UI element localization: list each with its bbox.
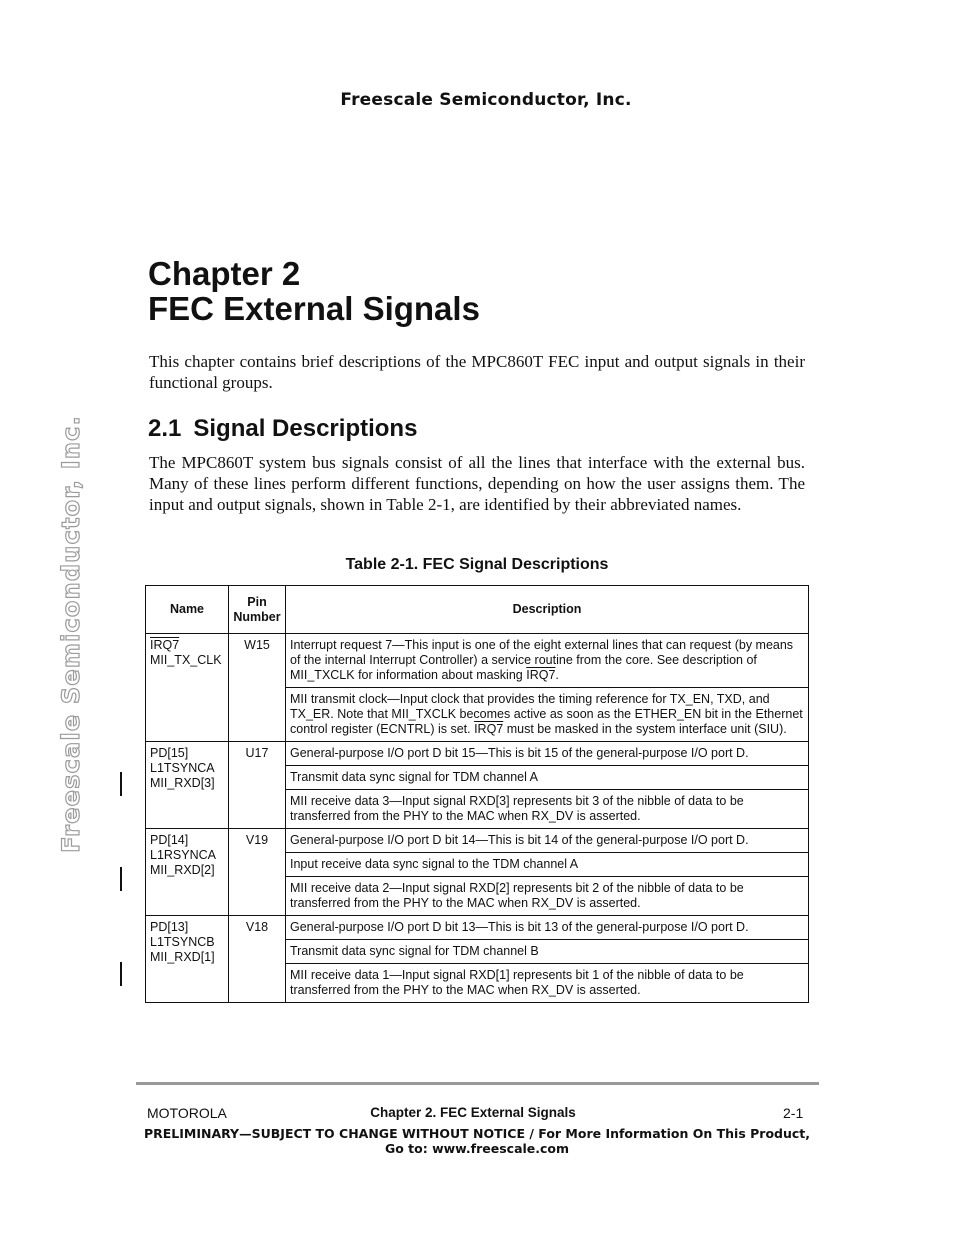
table-header-row: [146, 586, 809, 634]
signal-name: MII_RXD[1]: [150, 950, 215, 964]
pin-number-cell: V18: [229, 916, 286, 1003]
description-text: Interrupt request 7—This input is one of the eight external lines that can request (by means of the internal Interrupt Controller) a service routine from the core. See description of MII_TXCLK for information about masking: [290, 638, 794, 682]
description-cell: Input receive data sync signal to the TDM channel A: [286, 853, 809, 877]
signal-name-cell: [146, 634, 229, 742]
header-pin-line2: Number: [233, 609, 281, 624]
header-pin-line1: Pin: [247, 594, 267, 609]
pin-number-cell: V19: [229, 829, 286, 916]
description-cell: [286, 634, 809, 688]
change-bar: [120, 867, 122, 891]
header-name: Name: [146, 586, 229, 634]
signal-name-cell: [146, 742, 229, 829]
section-number: 2.1: [148, 415, 182, 442]
description-text: MII transmit clock—Input clock that provides the timing reference for TX_EN, TXD, and TX_ER. Note that MII_TXCLK becomes active as soon as the ETHER_EN bit in the Ethernet control register (ECNTRL) is set.: [290, 692, 803, 736]
footer-notice-line2: Go to: www.freescale.com: [384, 1141, 570, 1156]
signal-name-cell: [146, 829, 229, 916]
pin-number-cell: U17: [229, 742, 286, 829]
footer-publisher: MOTOROLA: [147, 1105, 227, 1121]
change-bar: [120, 772, 122, 796]
description-cell: Transmit data sync signal for TDM channel B: [286, 940, 809, 964]
side-watermark-text: Freescale Semiconductor, Inc.: [57, 415, 85, 853]
description-cell: Transmit data sync signal for TDM channel A: [286, 766, 809, 790]
footer-notice-line1: PRELIMINARY—SUBJECT TO CHANGE WITHOUT NOTICE / For More Information On This Product,: [143, 1126, 811, 1141]
signal-table: [145, 585, 809, 1003]
footer-notice: [0, 1126, 954, 1156]
signal-name: MII_RXD[2]: [150, 863, 215, 877]
footer-chapter-title: Chapter 2. FEC External Signals: [370, 1105, 576, 1120]
running-header-company: Freescale Semiconductor, Inc.: [340, 90, 632, 110]
description-cell: MII receive data 3—Input signal RXD[3] represents bit 3 of the nibble of data to be transferred from the PHY to the MAC when RX_DV is asserted.: [286, 790, 809, 829]
chapter-label: Chapter 2: [148, 255, 301, 292]
section-heading: [148, 415, 417, 443]
signal-name: IRQ7: [150, 638, 180, 652]
pin-number-cell: W15: [229, 634, 286, 742]
table-body: [146, 634, 809, 1003]
table-row: [146, 829, 809, 853]
signal-name: MII_TX_CLK: [150, 653, 222, 667]
signal-name-cell: [146, 916, 229, 1003]
description-text: .: [555, 668, 559, 682]
intro-paragraph: This chapter contains brief descriptions of the MPC860T FEC input and output signals in their functional groups.: [149, 352, 805, 392]
signal-name: PD[13]: [150, 920, 189, 934]
description-cell: General-purpose I/O port D bit 13—This is bit 13 of the general-purpose I/O port D.: [286, 916, 809, 940]
signal-name: PD[14]: [150, 833, 189, 847]
signal-name: L1TSYNCB: [150, 935, 215, 949]
signal-ref-irq7: IRQ7: [526, 668, 556, 682]
footer-rule: [136, 1082, 819, 1085]
signal-name: L1TSYNCA: [150, 761, 215, 775]
description-cell: MII receive data 2—Input signal RXD[2] represents bit 2 of the nibble of data to be transferred from the PHY to the MAC when RX_DV is asserted.: [286, 877, 809, 916]
description-cell: General-purpose I/O port D bit 14—This is bit 14 of the general-purpose I/O port D.: [286, 829, 809, 853]
table-row: [146, 916, 809, 940]
footer-page-number: 2-1: [783, 1105, 804, 1121]
chapter-name: FEC External Signals: [148, 290, 480, 327]
header-description: Description: [286, 586, 809, 634]
signal-ref-irq7: IRQ7: [474, 722, 504, 736]
description-cell: MII receive data 1—Input signal RXD[1] represents bit 1 of the nibble of data to be transferred from the PHY to the MAC when RX_DV is asserted.: [286, 964, 809, 1003]
signal-name: MII_RXD[3]: [150, 776, 215, 790]
side-watermark: [56, 415, 86, 853]
section-title: Signal Descriptions: [193, 415, 418, 442]
table-row: [146, 634, 809, 688]
section-body-paragraph: The MPC860T system bus signals consist of all the lines that interface with the external bus. Many of these lines perform different functions, depending on how the user assigns them. The input and output signals, shown in Table 2-1, are identified by their abbreviated names.: [149, 453, 805, 514]
change-bar: [120, 962, 122, 986]
chapter-title: [148, 256, 480, 326]
signal-name: PD[15]: [150, 746, 189, 760]
signal-name: L1RSYNCA: [150, 848, 216, 862]
table-caption: Table 2-1. FEC Signal Descriptions: [345, 556, 609, 573]
header-pin: [229, 586, 286, 634]
description-text: must be masked in the system interface unit (SIU).: [503, 722, 787, 736]
table-row: [146, 742, 809, 766]
description-cell: [286, 688, 809, 742]
description-cell: General-purpose I/O port D bit 15—This is bit 15 of the general-purpose I/O port D.: [286, 742, 809, 766]
